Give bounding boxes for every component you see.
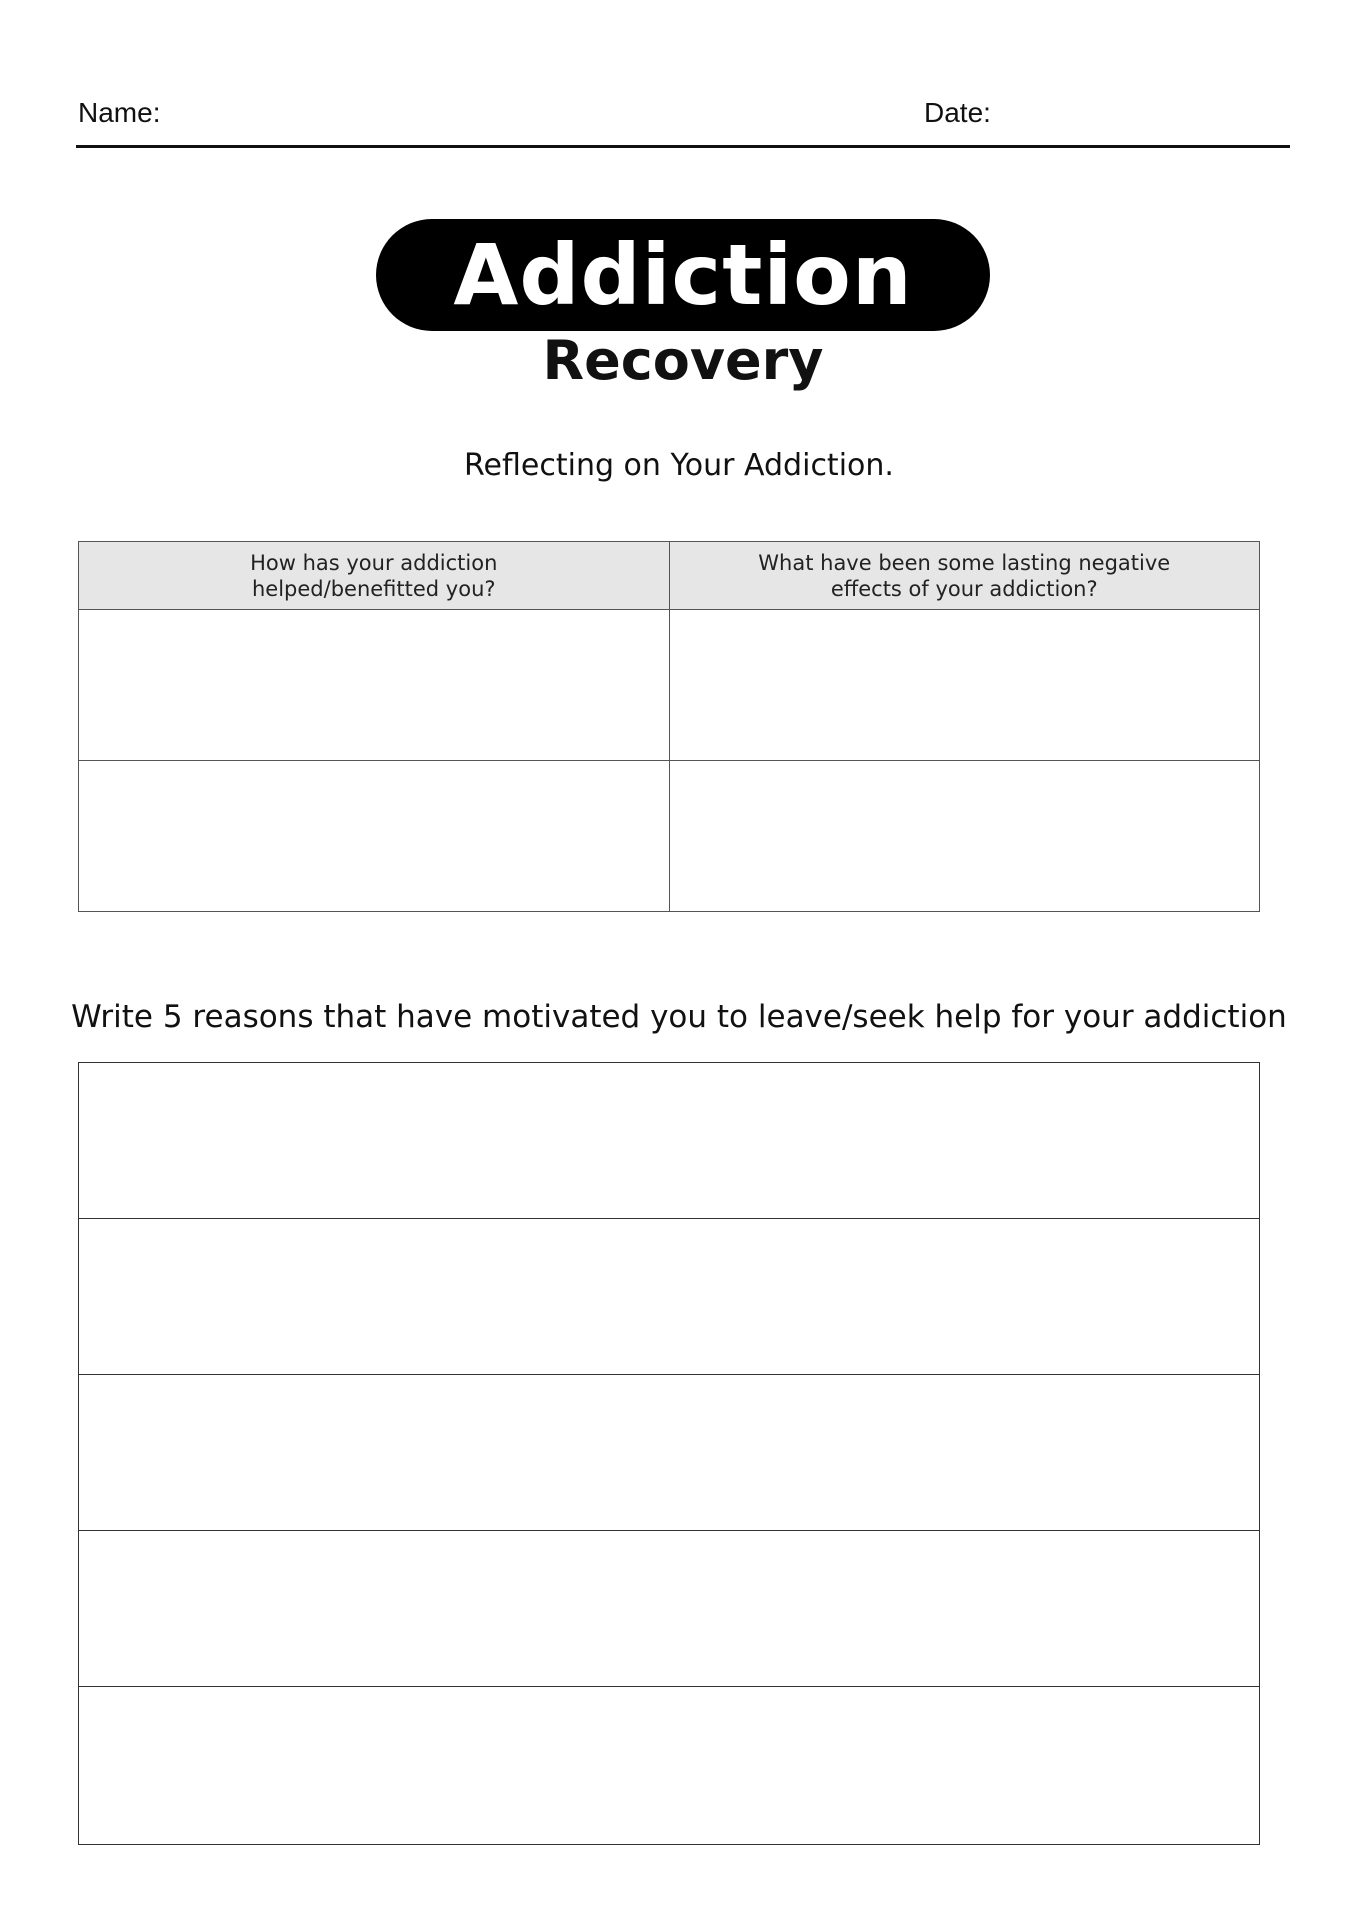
- title-banner: [376, 219, 990, 331]
- reflection-row: [79, 761, 1260, 912]
- negative-effects-answer-cell[interactable]: [669, 610, 1260, 761]
- benefits-answer-cell[interactable]: [79, 610, 670, 761]
- reason-entry-2[interactable]: [79, 1219, 1259, 1375]
- benefits-answer-cell[interactable]: [79, 761, 670, 912]
- column-header-negative-effects: [669, 542, 1260, 610]
- reason-entry-4[interactable]: [79, 1531, 1259, 1687]
- header-divider: [76, 145, 1290, 148]
- reason-entry-1[interactable]: [79, 1063, 1259, 1219]
- column-header-benefits-label: How has your addiction helped/benefitted you?: [250, 550, 498, 601]
- reasons-heading: Write 5 reasons that have motivated you to leave/seek help for your addiction: [71, 999, 1287, 1035]
- reflection-table: [78, 541, 1260, 912]
- reasons-list: [78, 1062, 1260, 1845]
- reflection-heading: Reflecting on Your Addiction.: [464, 448, 894, 483]
- column-header-benefits: [79, 542, 670, 610]
- negative-effects-answer-cell[interactable]: [669, 761, 1260, 912]
- page-title: Addiction: [453, 226, 913, 324]
- page-subtitle: Recovery: [542, 329, 824, 392]
- name-label: Name:: [78, 97, 161, 128]
- column-header-negative-effects-label: What have been some lasting negative effects of your addiction?: [758, 550, 1171, 601]
- reflection-row: [79, 610, 1260, 761]
- reflection-header-row: [79, 542, 1260, 610]
- reason-entry-3[interactable]: [79, 1375, 1259, 1531]
- date-label: Date:: [924, 97, 991, 128]
- reason-entry-5[interactable]: [79, 1687, 1259, 1843]
